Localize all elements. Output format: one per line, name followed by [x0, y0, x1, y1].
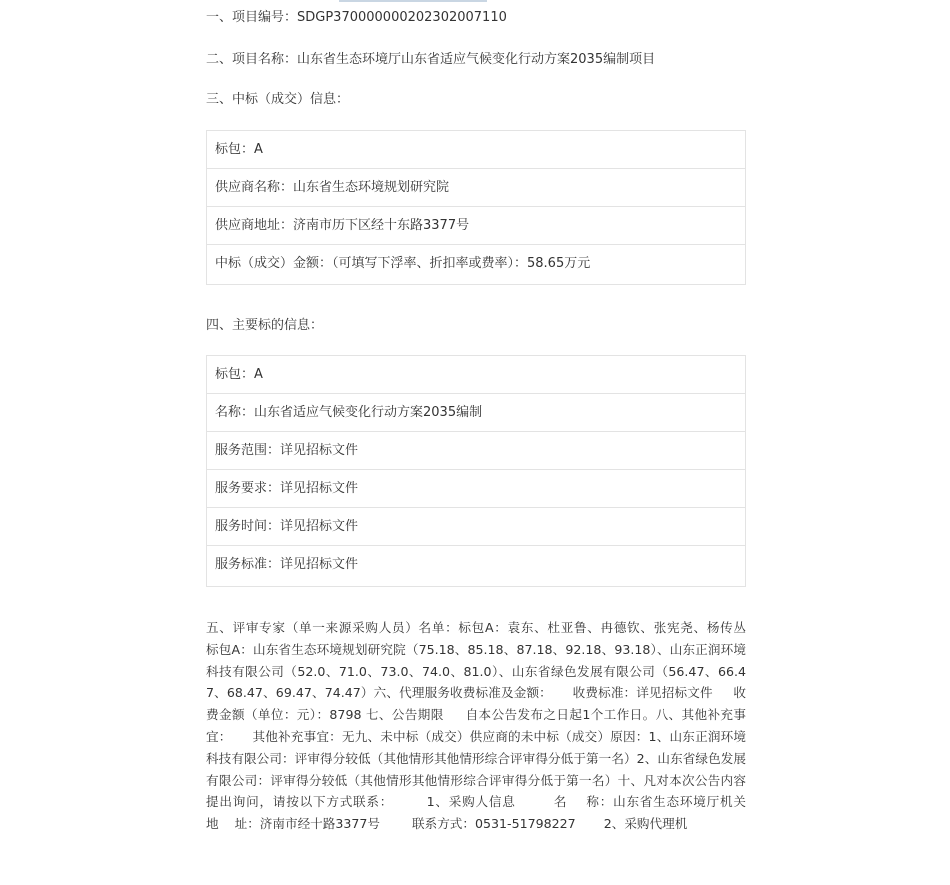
- table-row: 标包：A: [207, 131, 745, 169]
- table-row: 服务标准：详见招标文件: [215, 557, 359, 572]
- subject-info-heading: 四、主要标的信息：: [206, 318, 324, 333]
- top-divider: [339, 0, 487, 2]
- table-row: 服务时间：详见招标文件: [207, 508, 745, 546]
- table-row: 供应商地址：济南市历下区经十东路3377号: [207, 207, 745, 245]
- winning-info-heading: 三、中标（成交）信息：: [206, 92, 350, 107]
- table-row: 服务范围：详见招标文件: [207, 432, 745, 470]
- table-row: 标包：A: [207, 356, 745, 394]
- project-number: 一、项目编号：SDGP370000000202302007110: [206, 10, 507, 25]
- table-row: 名称：山东省适应气候变化行动方案2035编制: [207, 394, 745, 432]
- review-experts-and-contact-paragraph: 五、评审专家（单一来源采购人员）名单：标包A：袁东、杜亚鲁、冉德钦、张宪尧、杨传丛 标包A：山东省生态环境规划研究院（75.18、85.18、87.18、92.18、93.18）、山东正润环境科技有限公司（52.0、71.0、73.0、74.0、81.0）、山东省绿色发展有限公司（56.47、66.47、68.47、69.47、74.47）六、代理服务收费标准及金额： 收费标准：详见招标文件 收费金额（单位：元）：8798 七、公告期限 自本公告发布之日起1个工作日。八、其他补充事宜： 其他补充事宜：无九、未中标（成交）供应商的未中标（成交）原因：1、山东正润环境科技有限公司：评审得分较低（其他情形其他情形综合评审得分低于第一名）2、山东省绿色发展有限公司：评审得分较低（其他情形其他情形综合评审得分低于第一名）十、凡对本次公告内容提出询问，请按以下方式联系： 1、采购人信息 名 称：山东省生态环境厅机关 地 址：济南市经十路3377号 联系方式：0531-51798227 2、采购代理机: [206, 620, 775, 832]
- project-name: 二、项目名称：山东省生态环境厅山东省适应气候变化行动方案2035编制项目: [206, 52, 656, 67]
- table-row: 服务要求：详见招标文件: [207, 470, 745, 508]
- table-row: 供应商名称：山东省生态环境规划研究院: [207, 169, 745, 207]
- subject-info-table: [206, 355, 746, 587]
- winning-info-table: [206, 130, 746, 285]
- table-row: 中标（成交）金额：（可填写下浮率、折扣率或费率）：58.65万元: [215, 256, 591, 271]
